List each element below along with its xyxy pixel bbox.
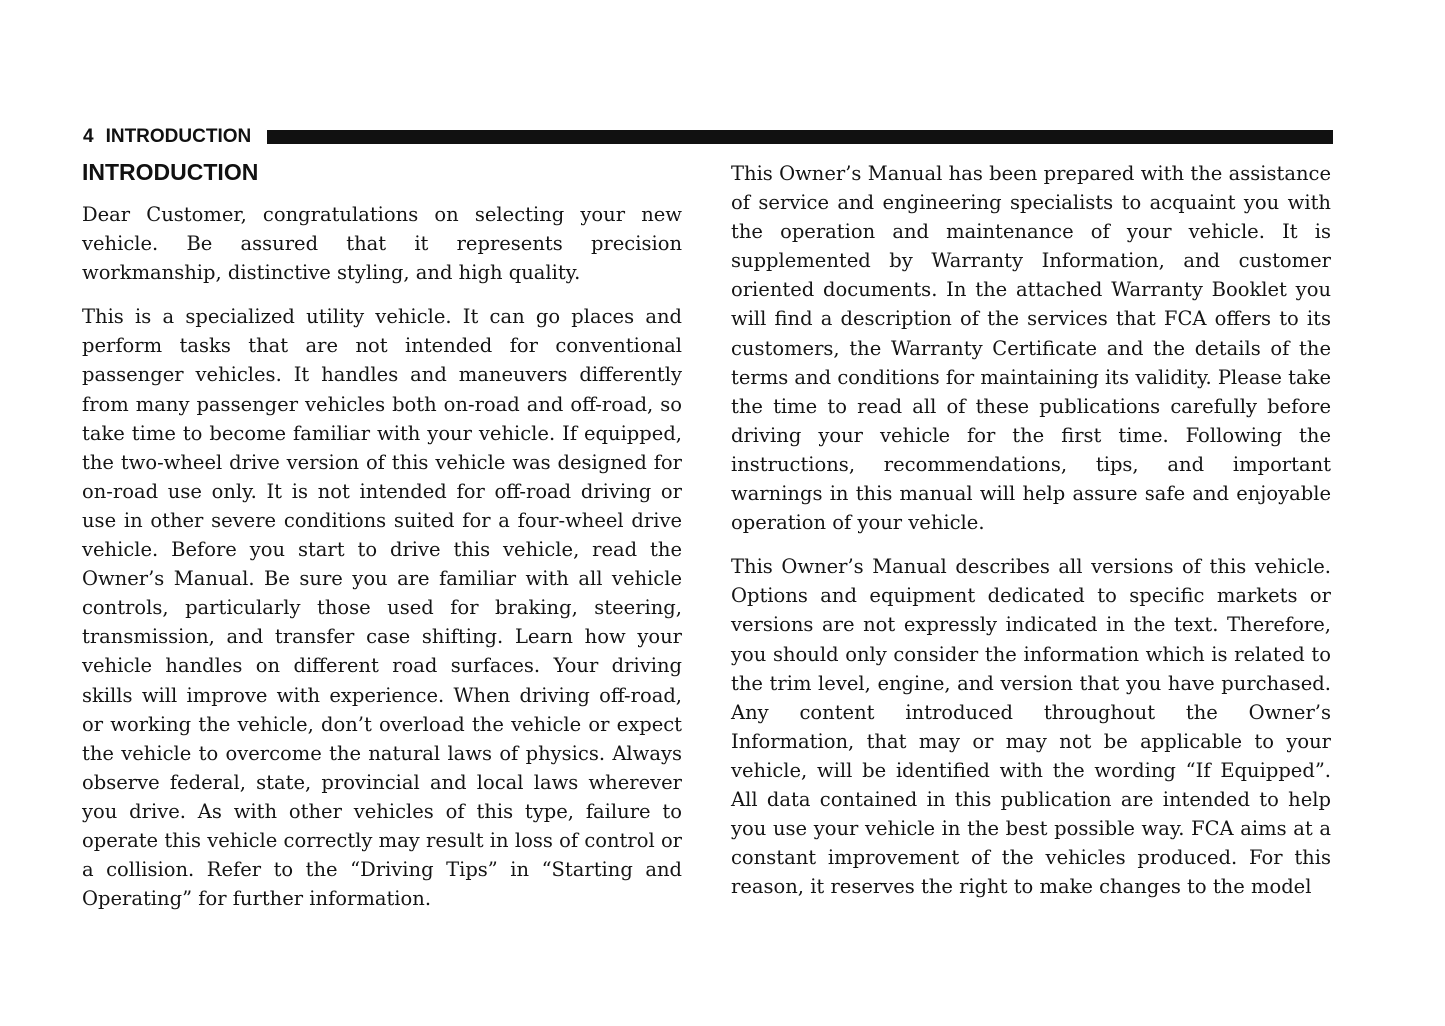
paragraph-utility-vehicle: This is a specialized utility vehicle. It can go places and perform tasks that are not intended for conventional passenger vehicles. It handles and maneuvers differently from many passenger vehicles both on-road and off-road, so take time to become familiar with your vehicle. If equipped, the two-wheel drive version of this vehicle was designed for on-road use only. It is not intended for off-road driving or use in other severe conditions suited for a four-wheel drive vehicle. Before you start to drive this vehicle, read the Owner’s Manual. Be sure you are familiar with all vehicle controls, particularly those used for braking, steering, transmission, and transfer case shifting. Learn how your vehicle handles on different road surfaces. Your driving skills will improve with experience. When driving off-road, or working the vehicle, don’t overload the vehicle or expect the vehicle to overcome the natural laws of physics. Always observe federal, state, provincial and local laws wherever you drive. As with other vehicles of this type, failure to operate this vehicle correctly may result in loss of control or a collision. Refer to the “Driving Tips” in “Starting and Operating” for further information. [82, 305, 682, 911]
section-heading: INTRODUCTION [82, 159, 259, 185]
running-section-title: INTRODUCTION [105, 126, 252, 147]
paragraph-manual-preparation: This Owner’s Manual has been prepared with the assistance of service and engineering specialists to acquaint you with the operation and maintenance of your vehicle. It is supplemented by Warranty Information, and customer oriented documents. In the attached Warranty Booklet you will find a description of the services that FCA offers to its customers, the Warranty Certificate and the details of the terms and conditions for maintaining its validity. Please take the time to read all of these publications carefully before driving your vehicle for the first time. Following the instructions, recommendations, tips, and important warnings in this manual will help assure safe and enjoyable operation of your vehicle. [731, 162, 1331, 535]
right-column [731, 159, 1331, 916]
page-number: 4 [83, 126, 94, 147]
paragraph-greeting: Dear Customer, congratulations on selecting your new vehicle. Be assured that it represents precision workmanship, distinctive styling, and high quality. [82, 203, 682, 285]
header-rule [267, 130, 1333, 144]
page-header [83, 125, 1333, 149]
paragraph-manual-versions: This Owner’s Manual describes all versions of this vehicle. Options and equipment dedicated to specific markets or versions are not expressly indicated in the text. Therefore, you should only consider the information which is related to the trim level, engine, and version that you have purchased. Any content introduced throughout the Owner’s Information, that may or may not be applicable to your vehicle, will be identified with the wording “If Equipped”. All data contained in this publication are intended to help you use your vehicle in the best possible way. FCA aims at a constant improvement of the vehicles produced. For this reason, it reserves the right to make changes to the model [731, 555, 1331, 899]
left-column [82, 156, 682, 928]
